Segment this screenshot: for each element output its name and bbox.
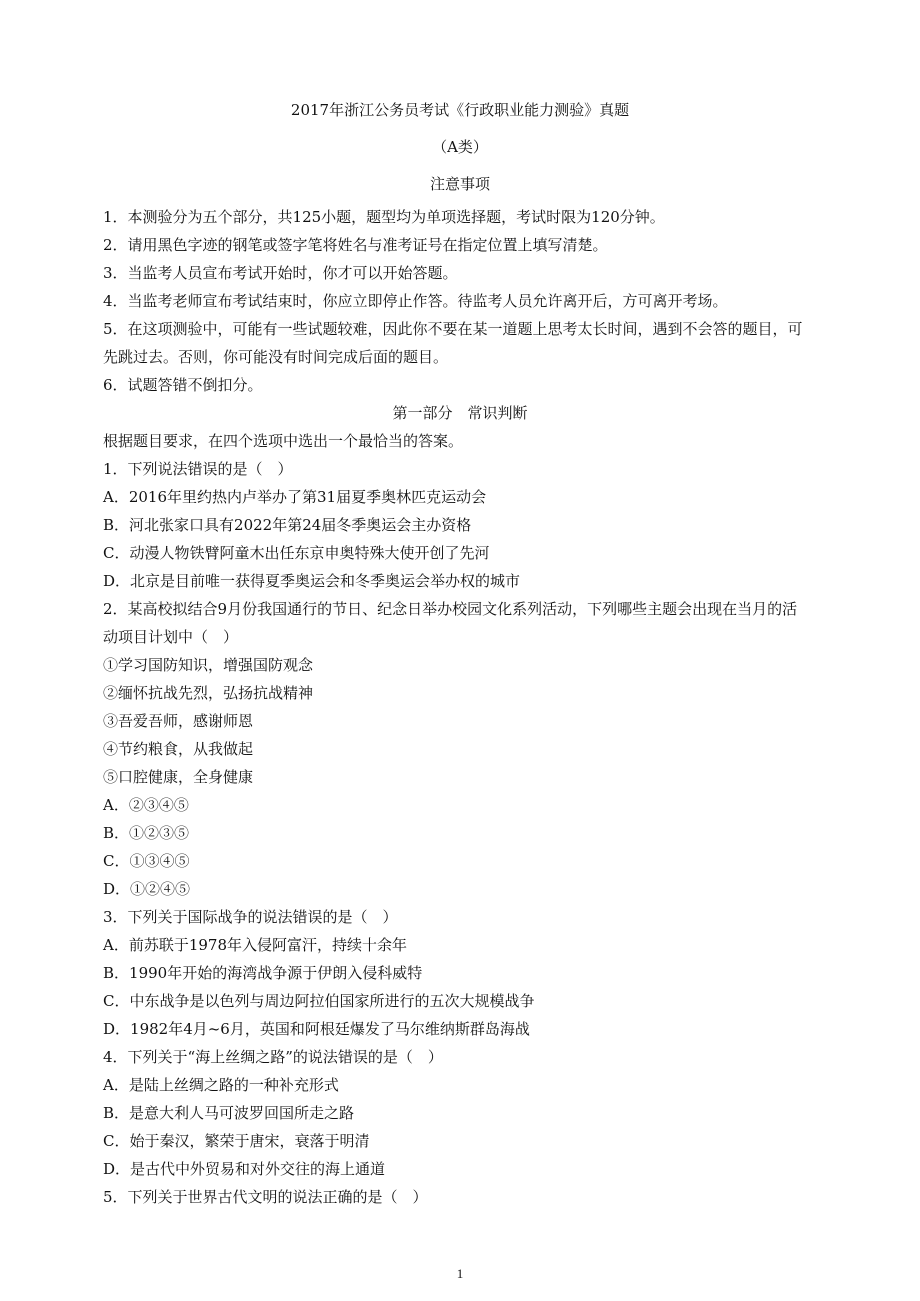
answer-option: A．前苏联于1978年入侵阿富汗，持续十余年 <box>103 936 408 954</box>
section-title: 第一部分 常识判断 <box>392 404 528 422</box>
question-stem: 1．下列说法错误的是（ ） <box>103 460 293 478</box>
answer-option: A．②③④⑤ <box>103 796 189 814</box>
question-item: ④节约粮食，从我做起 <box>103 740 254 758</box>
answer-option: B．河北张家口具有2022年第24届冬季奥运会主办资格 <box>103 516 472 534</box>
answer-option: A．2016年里约热内卢举办了第31届夏季奥林匹克运动会 <box>103 488 487 506</box>
notice-item: 5．在这项测验中，可能有一些试题较难，因此你不要在某一道题上思考太长时间，遇到不会答的题目，可 <box>103 320 803 338</box>
question-stem: 3．下列关于国际战争的说法错误的是（ ） <box>103 908 398 926</box>
answer-option: C．中东战争是以色列与周边阿拉伯国家所进行的五次大规模战争 <box>103 992 535 1010</box>
exam-category: （A类） <box>432 138 488 156</box>
question-item: ⑤口腔健康，全身健康 <box>103 768 254 786</box>
answer-option: D．1982年4月~6月，英国和阿根廷爆发了马尔维纳斯群岛海战 <box>103 1020 530 1038</box>
question-stem-continuation: 动项目计划中（ ） <box>103 628 239 646</box>
notice-item: 1．本测验分为五个部分，共125小题，题型均为单项选择题，考试时限为120分钟。 <box>103 208 665 226</box>
answer-option: D．①②④⑤ <box>103 880 191 898</box>
answer-option: B．是意大利人马可波罗回国所走之路 <box>103 1104 355 1122</box>
section-instruction: 根据题目要求，在四个选项中选出一个最恰当的答案。 <box>103 432 464 450</box>
question-stem: 5．下列关于世界古代文明的说法正确的是（ ） <box>103 1188 428 1206</box>
question-stem: 2．某高校拟结合9月份我国通行的节日、纪念日举办校园文化系列活动，下列哪些主题会出现在当月的活 <box>103 600 798 618</box>
notice-heading: 注意事项 <box>429 175 490 193</box>
notice-item: 6．试题答错不倒扣分。 <box>103 376 263 394</box>
question-item: ①学习国防知识，增强国防观念 <box>103 656 314 674</box>
question-item: ③吾爱吾师，感谢师恩 <box>103 712 254 730</box>
notice-item: 2．请用黑色字迹的钢笔或签字笔将姓名与准考证号在指定位置上填写清楚。 <box>103 236 608 254</box>
answer-option: C．动漫人物铁臂阿童木出任东京申奥特殊大使开创了先河 <box>103 544 490 562</box>
answer-option: B．1990年开始的海湾战争源于伊朗入侵科威特 <box>103 964 423 982</box>
answer-option: D．北京是目前唯一获得夏季奥运会和冬季奥运会举办权的城市 <box>103 572 521 590</box>
answer-option: A．是陆上丝绸之路的一种补充形式 <box>103 1076 339 1094</box>
answer-option: D．是古代中外贸易和对外交往的海上通道 <box>103 1160 386 1178</box>
page-number: 1 <box>456 1266 464 1281</box>
notice-item: 3．当监考人员宣布考试开始时，你才可以开始答题。 <box>103 264 458 282</box>
notice-item-continuation: 先跳过去。否则，你可能没有时间完成后面的题目。 <box>103 348 449 366</box>
answer-option: C．①③④⑤ <box>103 852 190 870</box>
notice-item: 4．当监考老师宣布考试结束时，你应立即停止作答。待监考人员允许离开后，方可离开考场。 <box>103 292 728 310</box>
exam-title: 2017年浙江公务员考试《行政职业能力测验》真题 <box>290 101 630 119</box>
answer-option: C．始于秦汉，繁荣于唐宋，衰落于明清 <box>103 1132 370 1150</box>
question-item: ②缅怀抗战先烈，弘扬抗战精神 <box>103 684 314 702</box>
question-stem: 4．下列关于“海上丝绸之路”的说法错误的是（ ） <box>103 1048 443 1066</box>
answer-option: B．①②③⑤ <box>103 824 190 842</box>
